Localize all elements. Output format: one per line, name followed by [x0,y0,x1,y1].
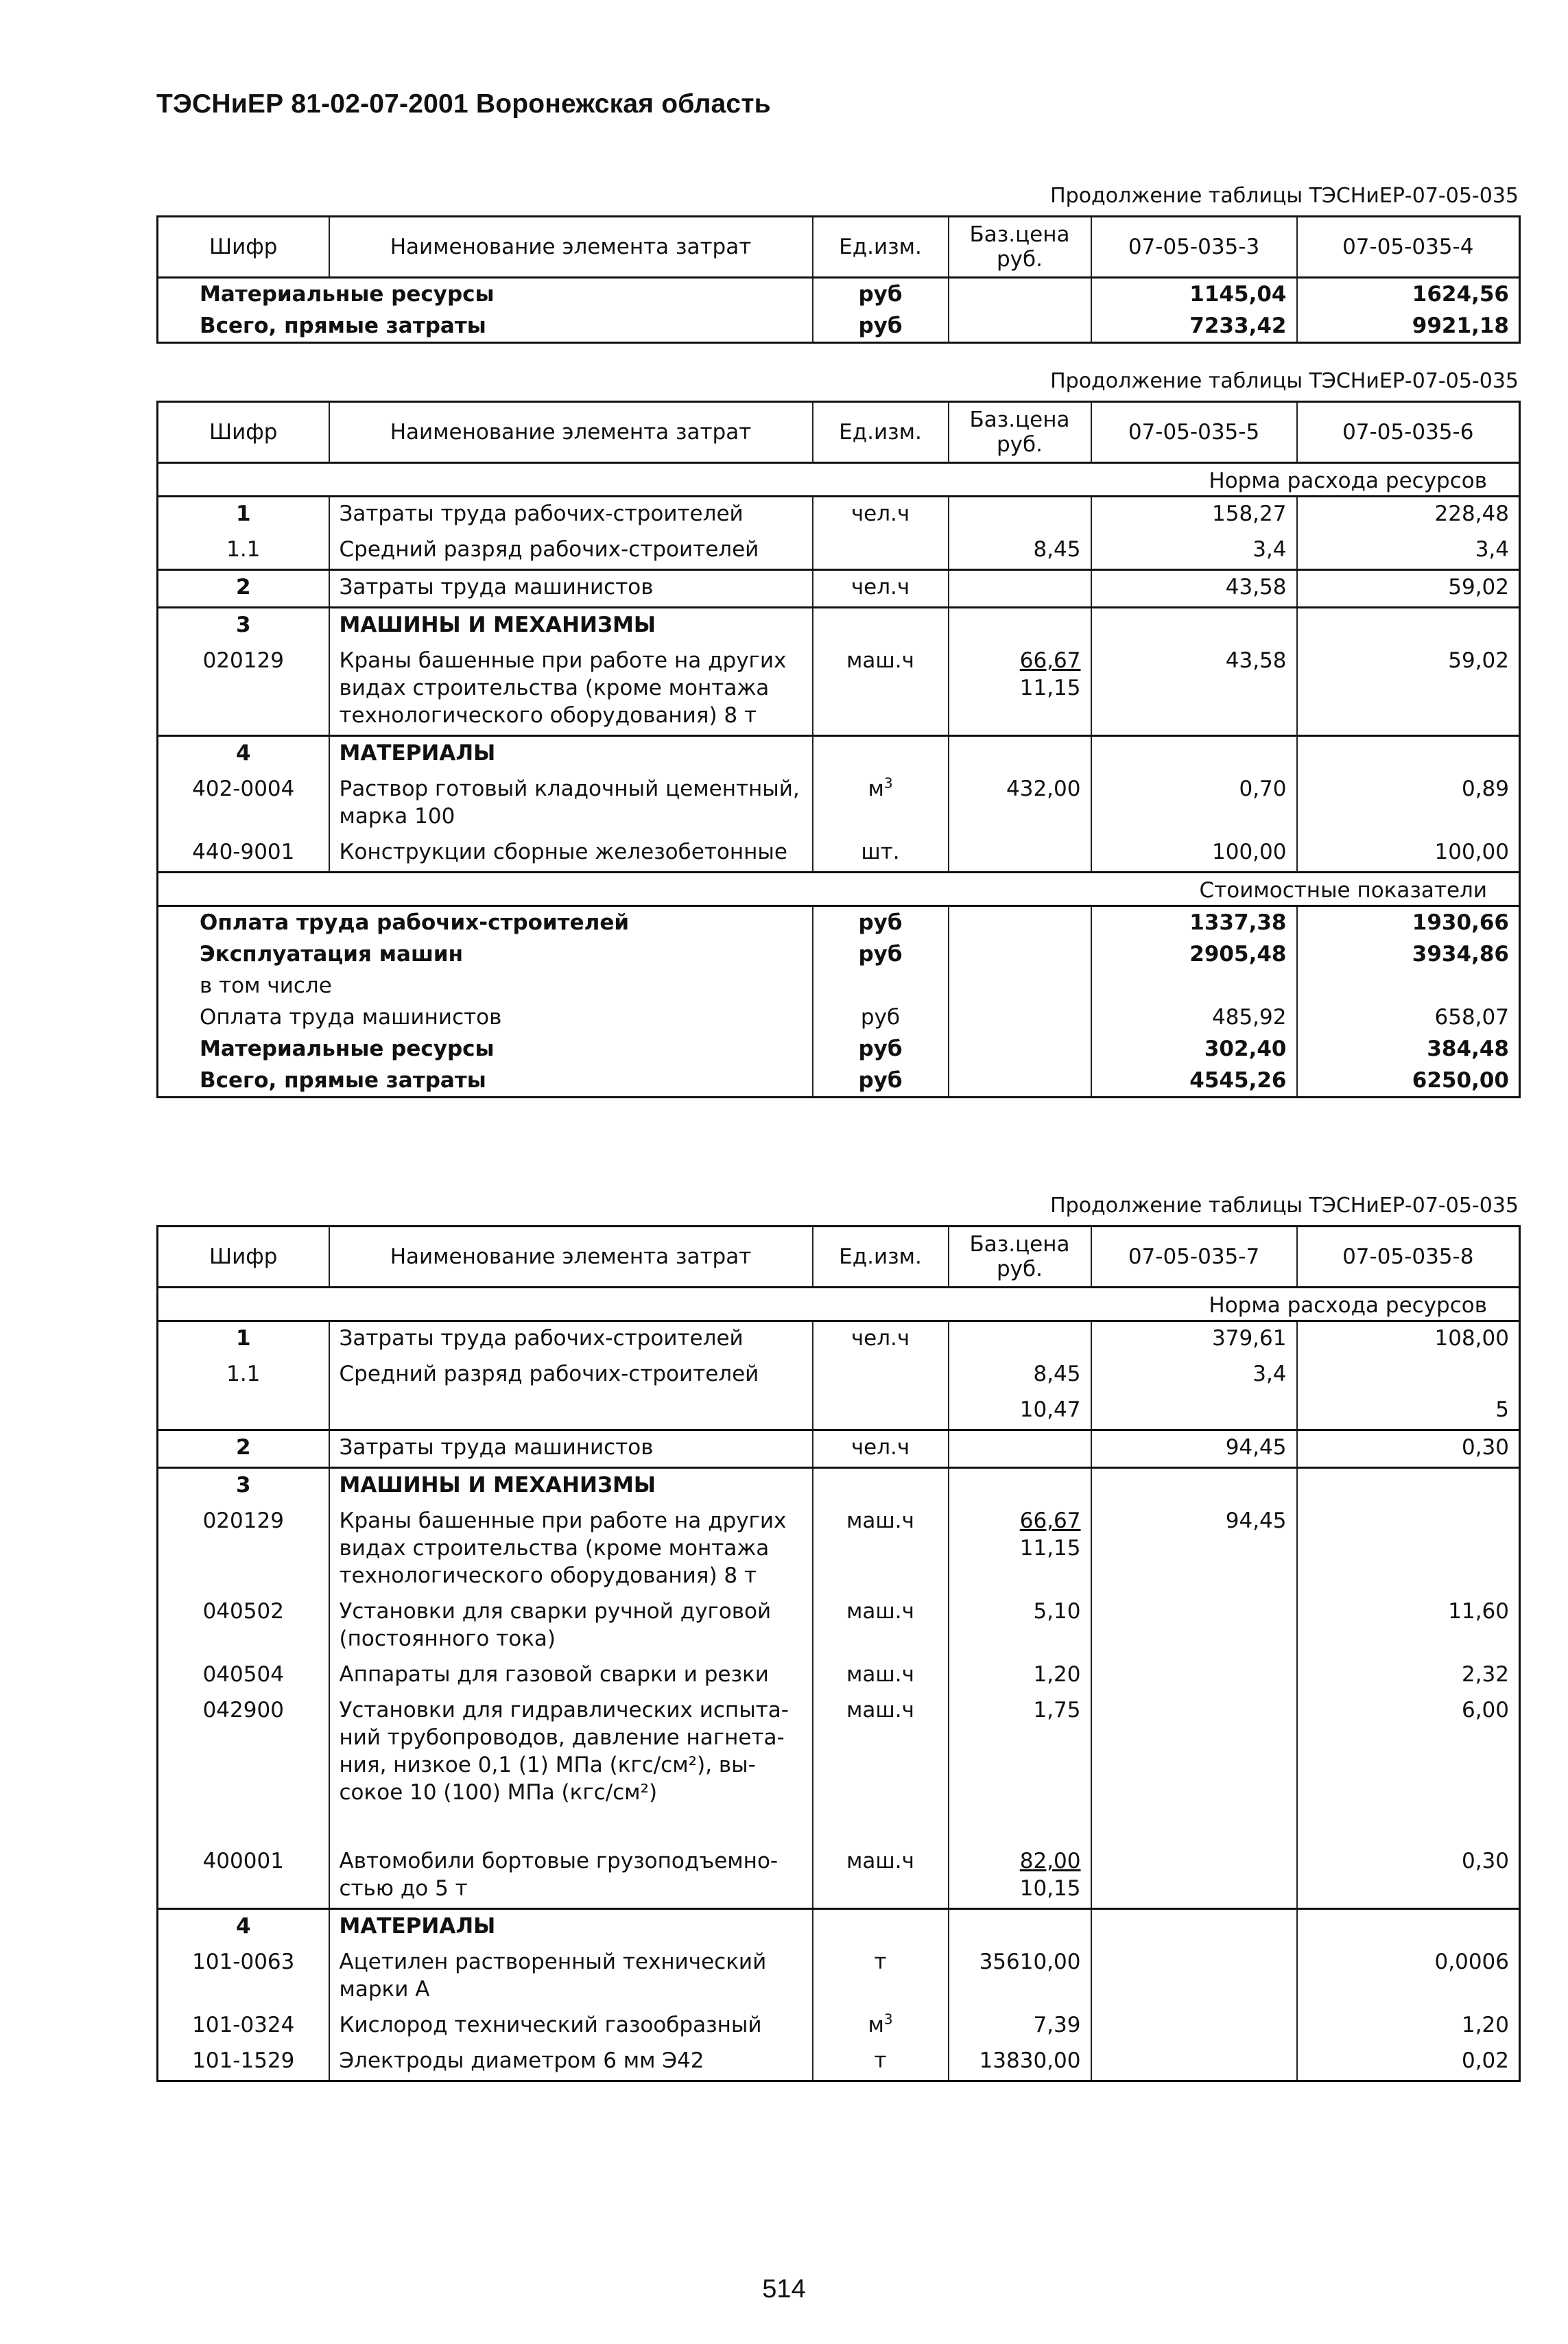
row-price [949,570,1091,608]
summary-unit: руб [813,1033,949,1065]
row-name: Установки для сварки ручной дуговой (постоянного тока) [329,1595,813,1658]
row-unit: чел.ч [813,570,949,608]
table3-continuation: Продолжение таблицы ТЭСНиЕР-07-05-035 [1050,1194,1519,1218]
row-code: 101-0063 [158,1945,329,2009]
row-name: Затраты труда машинистов [329,570,813,608]
table3-header-row [158,1227,1520,1288]
row-price: 13830,00 [949,2044,1091,2081]
row-value-b: 0,30 [1297,1845,1520,1909]
row-name: МАШИНЫ И МЕХАНИЗМЫ [329,608,813,645]
table-row [158,1658,1520,1694]
row-value-b: 0,0006 [1297,1945,1520,2009]
summary-unit: руб [813,938,949,970]
summary-value-a: 1337,38 [1091,906,1297,939]
row-unit: маш.ч [813,1504,949,1595]
row-price-bottom: 11,15 [1019,1536,1081,1561]
summary-value-b: 1930,66 [1297,906,1520,939]
row-price [949,1321,1091,1358]
row-price: 432,00 [949,772,1091,836]
row-name: Электроды диаметром 6 мм Э42 [329,2044,813,2081]
row-code [158,1393,329,1430]
row-unit: маш.ч [813,1658,949,1694]
summary-unit: руб [813,1065,949,1098]
row-price-top: 82,00 [1019,1849,1081,1873]
row-name: МАШИНЫ И МЕХАНИЗМЫ [329,1468,813,1505]
row-value-b: 9921,18 [1297,310,1520,343]
row-code: 400001 [158,1845,329,1909]
row-value-b: 1,20 [1297,2009,1520,2044]
section-row [158,463,1520,497]
row-name: Аппараты для газовой сварки и резки [329,1658,813,1694]
row-code: 101-1529 [158,2044,329,2081]
table-row [158,1845,1520,1909]
row-code: 402-0004 [158,772,329,836]
table2-continuation: Продолжение таблицы ТЭСНиЕР-07-05-035 [1050,369,1519,393]
row-unit: чел.ч [813,1430,949,1468]
row-code: 440-9001 [158,836,329,873]
row-value-b: 0,30 [1297,1430,1520,1468]
summary-row [158,1002,1520,1033]
table-row [158,1430,1520,1468]
row-name: Раствор готовый кладочный цементный, марка 100 [329,772,813,836]
table2-header-row [158,402,1520,463]
row-name: Конструкции сборные железобетонные [329,836,813,873]
row-value-a [1091,2044,1297,2081]
row-value-a [1091,1595,1297,1658]
row-price: 8,45 [949,1358,1091,1393]
table-row [158,278,1520,311]
header-code: Шифр [158,1227,329,1288]
row-value-b: 1624,56 [1297,278,1520,311]
row-unit: чел.ч [813,497,949,534]
summary-value-a: 4545,26 [1091,1065,1297,1098]
table-row [158,1595,1520,1658]
row-value-b [1297,1504,1520,1595]
summary-value-b: 384,48 [1297,1033,1520,1065]
row-value-a [1091,1845,1297,1909]
row-value-a: 43,58 [1091,644,1297,736]
table-row [158,836,1520,873]
row-price: 10,47 [949,1393,1091,1430]
row-value-a: 379,61 [1091,1321,1297,1358]
row-value-b: 228,48 [1297,497,1520,534]
table-row [158,310,1520,343]
row-code: 040502 [158,1595,329,1658]
table-row [158,1504,1520,1595]
row-unit: чел.ч [813,1321,949,1358]
row-value-b: 100,00 [1297,836,1520,873]
row-code: 3 [158,1468,329,1505]
row-name: Ацетилен растворенный технический марки А [329,1945,813,2009]
row-unit [813,1393,949,1430]
row-value-b: 3,4 [1297,533,1520,570]
row-price-bottom: 10,15 [1019,1876,1081,1901]
header-price: Баз.цена руб. [949,1227,1091,1288]
row-price-top: 66,67 [1019,648,1081,673]
row-value-b: 0,89 [1297,772,1520,836]
header-price: Баз.цена руб. [949,217,1091,278]
row-value-b: 2,32 [1297,1658,1520,1694]
table-row [158,1321,1520,1358]
row-name: МАТЕРИАЛЫ [329,736,813,773]
header-unit: Ед.изм. [813,217,949,278]
summary-value-a: 2905,48 [1091,938,1297,970]
group-row-materials [158,736,1520,773]
header-col-a: 07-05-035-3 [1091,217,1297,278]
row-price: 1,20 [949,1658,1091,1694]
row-price: 8,45 [949,533,1091,570]
row-code: 1.1 [158,1358,329,1393]
row-unit: маш.ч [813,644,949,736]
table3 [156,1225,1521,2082]
row-name: Автомобили бортовые грузоподъемно-стью до 5 т [329,1845,813,1909]
row-code: 040504 [158,1658,329,1694]
summary-unit [813,970,949,1002]
row-value-b: 59,02 [1297,570,1520,608]
row-price [949,497,1091,534]
row-unit-base: м [868,777,884,801]
table-row [158,2009,1520,2044]
summary-name: Всего, прямые затраты [200,1068,486,1093]
summary-name: Оплата труда машинистов [200,1005,502,1030]
row-name: Краны башенные при работе на других видах строительства (кроме монтажа технологического оборудования) 8 т [329,644,813,736]
row-unit [813,1358,949,1393]
row-price: 1,75 [949,1694,1091,1845]
summary-row [158,970,1520,1002]
header-col-b: 07-05-035-4 [1297,217,1520,278]
row-code: 1 [158,497,329,534]
group-row-materials [158,1909,1520,1946]
row-unit: руб [813,310,949,343]
row-value-a [1091,1945,1297,2009]
table-row [158,644,1520,736]
summary-name: в том числе [200,973,332,998]
row-code: 020129 [158,1504,329,1595]
section-row [158,1288,1520,1321]
row-unit [813,772,949,836]
header-col-a: 07-05-035-5 [1091,402,1297,463]
header-name: Наименование элемента затрат [329,1227,813,1288]
document-title: ТЭСНиЕР 81-02-07-2001 Воронежская область [156,89,771,119]
row-price [949,1430,1091,1468]
summary-name: Оплата труда рабочих-строителей [200,910,630,935]
header-name: Наименование элемента затрат [329,402,813,463]
row-unit: т [813,1945,949,2009]
table-row [158,1945,1520,2009]
header-col-b: 07-05-035-6 [1297,402,1520,463]
summary-row [158,1033,1520,1065]
row-price: 35610,00 [949,1945,1091,2009]
summary-row [158,1065,1520,1098]
row-unit: маш.ч [813,1845,949,1909]
row-name: Установки для гидравлических испыта-ний трубопроводов, давление нагнета-ния, низкое 0,1 (1) МПа (кгс/см²), вы-сокое 10 (100) МПа (кгс/см²) [329,1694,813,1845]
table-row [158,497,1520,534]
summary-value-b: 3934,86 [1297,938,1520,970]
row-unit [813,533,949,570]
row-name: Средний разряд рабочих-строителей [329,1358,813,1393]
row-value-b: 6,00 [1297,1694,1520,1845]
summary-name: Материальные ресурсы [200,1037,495,1061]
row-value-b: 5 [1297,1393,1520,1430]
summary-value-a [1091,970,1297,1002]
summary-unit: руб [813,1002,949,1033]
section-cost-label: Стоимостные показатели [158,873,1520,906]
header-price: Баз.цена руб. [949,402,1091,463]
table-row [158,1393,1520,1430]
table-row [158,533,1520,570]
row-value-a: 43,58 [1091,570,1297,608]
row-value-a [1091,1393,1297,1430]
header-col-a: 07-05-035-7 [1091,1227,1297,1288]
summary-unit: руб [813,906,949,939]
row-price [949,1504,1091,1595]
header-unit: Ед.изм. [813,402,949,463]
row-name: Всего, прямые затраты [200,313,486,338]
row-price-top: 66,67 [1019,1508,1081,1533]
row-value-a: 94,45 [1091,1430,1297,1468]
section-row [158,873,1520,906]
row-value-b: 0,02 [1297,2044,1520,2081]
row-name: Затраты труда рабочих-строителей [329,497,813,534]
row-code: 4 [158,736,329,773]
section-norma-label: Норма расхода ресурсов [158,463,1520,497]
table-row [158,570,1520,608]
row-name [329,1393,813,1430]
row-name: Материальные ресурсы [200,282,495,307]
summary-value-a: 485,92 [1091,1002,1297,1033]
row-price [949,278,1091,311]
row-price [949,644,1091,736]
section-norma-label: Норма расхода ресурсов [158,1288,1520,1321]
row-name: Затраты труда рабочих-строителей [329,1321,813,1358]
summary-name: Эксплуатация машин [200,942,464,967]
row-name: Затраты труда машинистов [329,1430,813,1468]
group-row-machines [158,608,1520,645]
row-code: 3 [158,608,329,645]
page-number: 514 [762,2275,806,2304]
row-unit: руб [813,278,949,311]
row-price-bottom: 11,15 [1019,676,1081,700]
summary-value-a: 302,40 [1091,1033,1297,1065]
row-unit [813,2009,949,2044]
summary-value-b [1297,970,1520,1002]
row-price [949,836,1091,873]
row-value-b: 108,00 [1297,1321,1520,1358]
table-row [158,1358,1520,1393]
summary-row [158,906,1520,939]
summary-value-b: 658,07 [1297,1002,1520,1033]
row-value-b: 11,60 [1297,1595,1520,1658]
row-unit-sup: 3 [883,2011,893,2028]
row-value-a [1091,1658,1297,1694]
header-code: Шифр [158,402,329,463]
header-col-b: 07-05-035-8 [1297,1227,1520,1288]
table2 [156,401,1521,1098]
table1 [156,215,1521,344]
header-unit: Ед.изм. [813,1227,949,1288]
row-unit: шт. [813,836,949,873]
row-code: 101-0324 [158,2009,329,2044]
table-row [158,772,1520,836]
row-value-a [1091,2009,1297,2044]
row-unit: т [813,2044,949,2081]
header-code: Шифр [158,217,329,278]
table1-header-row [158,217,1520,278]
row-name: МАТЕРИАЛЫ [329,1909,813,1946]
row-code: 4 [158,1909,329,1946]
row-value-a: 7233,42 [1091,310,1297,343]
row-name: Кислород технический газообразный [329,2009,813,2044]
row-value-b: 59,02 [1297,644,1520,736]
row-value-a: 0,70 [1091,772,1297,836]
row-unit-sup: 3 [883,774,893,792]
row-price: 7,39 [949,2009,1091,2044]
row-unit: маш.ч [813,1694,949,1845]
row-code: 1 [158,1321,329,1358]
row-value-a: 3,4 [1091,1358,1297,1393]
row-unit: маш.ч [813,1595,949,1658]
row-value-a: 100,00 [1091,836,1297,873]
table-row [158,2044,1520,2081]
row-value-a: 1145,04 [1091,278,1297,311]
row-code: 2 [158,1430,329,1468]
row-value-a: 3,4 [1091,533,1297,570]
row-name: Средний разряд рабочих-строителей [329,533,813,570]
row-unit-base: м [868,2013,884,2037]
row-name: Краны башенные при работе на других видах строительства (кроме монтажа технологического оборудования) 8 т [329,1504,813,1595]
table-row [158,1694,1520,1845]
row-value-a: 158,27 [1091,497,1297,534]
row-value-b [1297,1358,1520,1393]
group-row-machines [158,1468,1520,1505]
row-price: 5,10 [949,1595,1091,1658]
row-value-a: 94,45 [1091,1504,1297,1595]
row-code: 2 [158,570,329,608]
row-code: 042900 [158,1694,329,1845]
summary-value-b: 6250,00 [1297,1065,1520,1098]
row-price [949,1845,1091,1909]
row-value-a [1091,1694,1297,1845]
row-price [949,310,1091,343]
table1-continuation: Продолжение таблицы ТЭСНиЕР-07-05-035 [1050,184,1519,208]
summary-row [158,938,1520,970]
header-name: Наименование элемента затрат [329,217,813,278]
row-code: 020129 [158,644,329,736]
row-code: 1.1 [158,533,329,570]
